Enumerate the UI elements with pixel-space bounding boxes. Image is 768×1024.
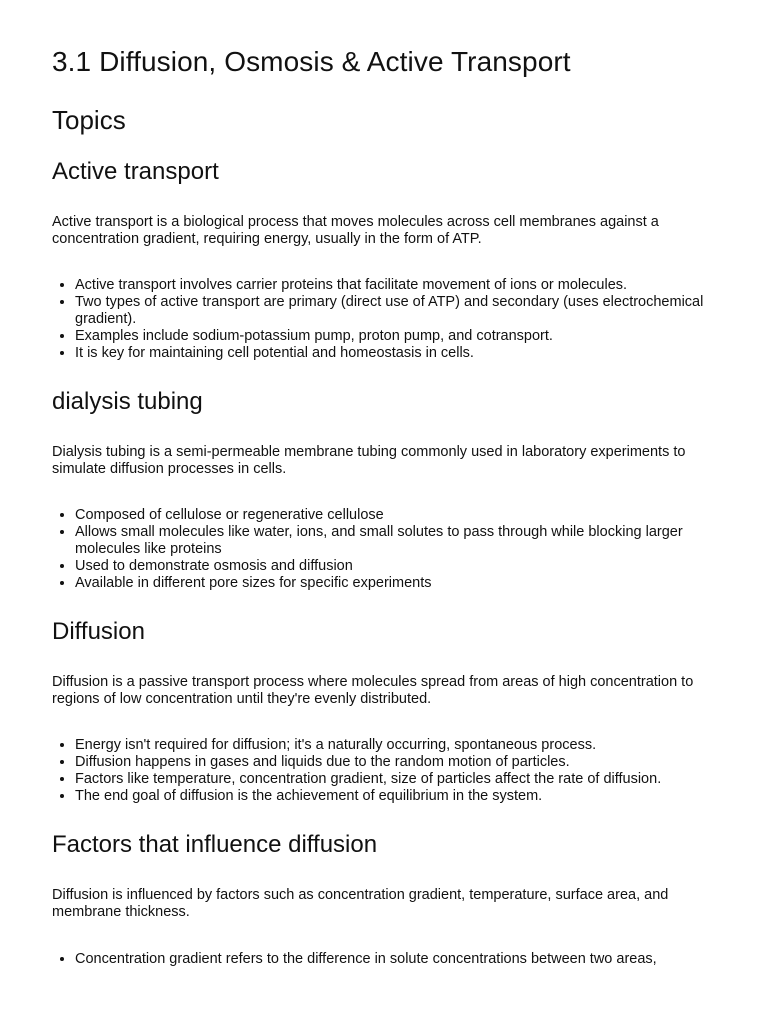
list-item: • Energy isn't required for diffusion; it's a naturally occurring, spontaneous process.	[75, 737, 722, 754]
list-item: • Two types of active transport are primary (direct use of ATP) and secondary (uses electrochemical gradient).	[75, 294, 722, 328]
list-item: • Active transport involves carrier proteins that facilitate movement of ions or molecules.	[75, 277, 722, 294]
list-item: • Available in different pore sizes for specific experiments	[75, 575, 722, 592]
section-heading: Factors that influence diffusion	[52, 831, 378, 858]
list-item: • Diffusion happens in gases and liquids due to the random motion of particles.	[75, 754, 722, 771]
list-item: • Examples include sodium-potassium pump, proton pump, and cotransport.	[75, 328, 722, 345]
section-heading: Active transport	[52, 158, 219, 185]
list-item: • Concentration gradient refers to the difference in solute concentrations between two areas,	[75, 951, 722, 968]
topics-heading: Topics	[52, 105, 126, 135]
bullet-list	[52, 277, 722, 362]
bullet-list	[52, 737, 722, 805]
bullet-list	[52, 507, 722, 592]
section-factors-diffusion	[52, 831, 722, 968]
section-description: Diffusion is influenced by factors such as concentration gradient, temperature, surface area, and membrane thickness.	[52, 887, 669, 920]
section-description: Active transport is a biological process that moves molecules across cell membranes against a concentration gradient, requiring energy, usually in the form of ATP.	[52, 214, 659, 247]
section-heading: Diffusion	[52, 618, 145, 645]
list-item: • Used to demonstrate osmosis and diffusion	[75, 558, 722, 575]
list-item: • It is key for maintaining cell potential and homeostasis in cells.	[75, 345, 722, 362]
list-item: • Allows small molecules like water, ions, and small solutes to pass through while blocking larger molecules like proteins	[75, 524, 722, 558]
section-diffusion	[52, 618, 722, 805]
section-active-transport	[52, 158, 722, 362]
page-title: 3.1 Diffusion, Osmosis & Active Transport	[52, 46, 571, 77]
section-description: Dialysis tubing is a semi-permeable membrane tubing commonly used in laboratory experiments to simulate diffusion processes in cells.	[52, 444, 686, 477]
list-item: • Composed of cellulose or regenerative cellulose	[75, 507, 722, 524]
list-item: • The end goal of diffusion is the achievement of equilibrium in the system.	[75, 788, 722, 805]
section-heading: dialysis tubing	[52, 388, 203, 415]
section-description: Diffusion is a passive transport process where molecules spread from areas of high concentration to regions of low concentration until they're evenly distributed.	[52, 674, 694, 707]
list-item: • Factors like temperature, concentration gradient, size of particles affect the rate of diffusion.	[75, 771, 722, 788]
bullet-list	[52, 951, 722, 968]
section-dialysis-tubing	[52, 388, 722, 592]
